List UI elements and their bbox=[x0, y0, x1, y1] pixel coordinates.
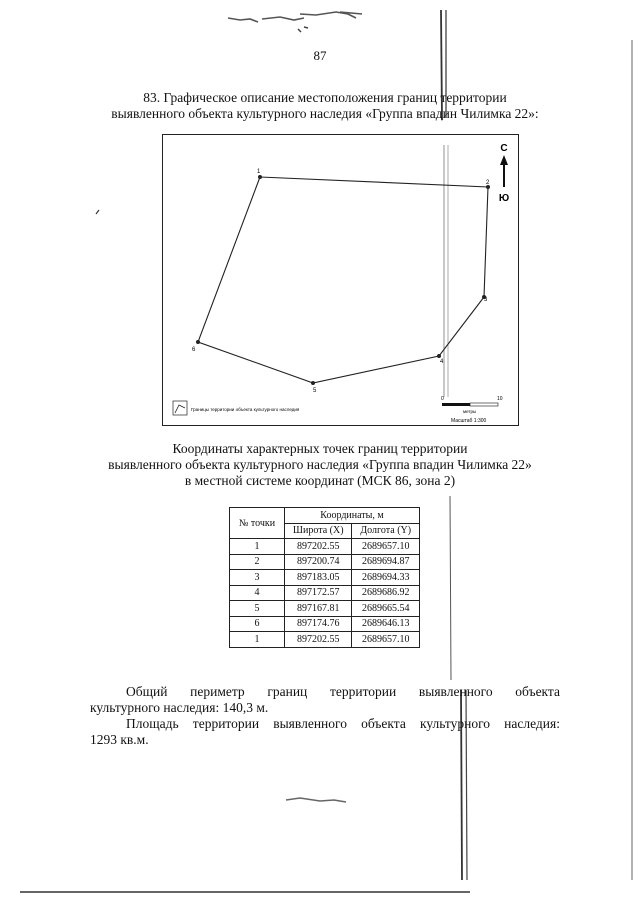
perimeter-line-1: Общий периметр границ территории выявленного объекта bbox=[126, 684, 560, 699]
page-number: 87 bbox=[313, 48, 327, 63]
cell-y: 2689657.10 bbox=[352, 539, 420, 555]
cell-point: 5 bbox=[230, 601, 285, 617]
caption-line-3: в местной системе координат (МСК 86, зона 2) bbox=[184, 473, 456, 488]
cell-point: 1 bbox=[230, 632, 285, 648]
table-row bbox=[230, 601, 420, 617]
scale-text: Масштаб 1:300 bbox=[451, 418, 487, 424]
section-heading bbox=[92, 90, 558, 122]
vertex-5 bbox=[311, 381, 315, 385]
header-coordinates: Координаты, м bbox=[285, 508, 420, 524]
cell-point: 3 bbox=[230, 570, 285, 586]
cell-x: 897172.57 bbox=[285, 585, 352, 601]
cell-point: 2 bbox=[230, 554, 285, 570]
vertex-label: 6 bbox=[192, 347, 196, 353]
cell-y: 2689694.33 bbox=[352, 570, 420, 586]
caption-line-2: выявленного объекта культурного наследия «Группа впадин Чилимка 22» bbox=[108, 457, 532, 472]
table-row bbox=[230, 616, 420, 632]
legend-text: Границы территории объекта культурного наследия bbox=[191, 407, 300, 412]
cell-x: 897202.55 bbox=[285, 539, 352, 555]
caption-line-1: Координаты характерных точек границ территории bbox=[172, 441, 468, 456]
cell-x: 897200.74 bbox=[285, 554, 352, 570]
heading-line-1: 83. Графическое описание местоположения границ территории bbox=[143, 90, 507, 105]
cell-x: 897202.55 bbox=[285, 632, 352, 648]
table-row bbox=[230, 632, 420, 648]
scale-unit: метры bbox=[463, 409, 477, 414]
boundary-polygon bbox=[198, 177, 488, 383]
cell-y: 2689694.87 bbox=[352, 554, 420, 570]
boundary-map-svg bbox=[163, 135, 520, 427]
vertex-1 bbox=[258, 175, 262, 179]
cell-point: 4 bbox=[230, 585, 285, 601]
cell-x: 897174.76 bbox=[285, 616, 352, 632]
vertex-label: 5 bbox=[313, 388, 317, 394]
cell-point: 1 bbox=[230, 539, 285, 555]
coordinates-table bbox=[229, 507, 420, 648]
cell-y: 2689665.54 bbox=[352, 601, 420, 617]
perimeter-paragraph bbox=[90, 684, 560, 716]
area-line-1: Площадь территории выявленного объекта культурного наследия: bbox=[126, 716, 560, 731]
header-point-number: № точки bbox=[230, 508, 285, 539]
cell-y: 2689646.13 bbox=[352, 616, 420, 632]
vertex-label: 3 bbox=[484, 297, 488, 303]
vertex-4 bbox=[437, 354, 441, 358]
coordinates-caption bbox=[70, 441, 570, 489]
cell-x: 897183.05 bbox=[285, 570, 352, 586]
vertex-label: 2 bbox=[486, 180, 490, 186]
table-row bbox=[230, 585, 420, 601]
scale-max: 10 bbox=[497, 396, 503, 402]
map-legend bbox=[173, 401, 300, 415]
cell-y: 2689657.10 bbox=[352, 632, 420, 648]
vertex-6 bbox=[196, 340, 200, 344]
cell-point: 6 bbox=[230, 616, 285, 632]
perimeter-line-2: культурного наследия: 140,3 м. bbox=[90, 700, 269, 715]
north-arrow-icon bbox=[499, 143, 509, 204]
south-label: Ю bbox=[498, 193, 510, 204]
vertex-label: 4 bbox=[440, 359, 444, 365]
table-row bbox=[230, 539, 420, 555]
cell-y: 2689686.92 bbox=[352, 585, 420, 601]
area-paragraph bbox=[90, 716, 560, 748]
north-label: С bbox=[500, 143, 508, 154]
vertex-label: 1 bbox=[257, 169, 261, 175]
header-longitude: Долгота (Y) bbox=[352, 523, 420, 539]
area-line-2: 1293 кв.м. bbox=[90, 732, 149, 747]
heading-line-2: выявленного объекта культурного наследия «Группа впадин Чилимка 22»: bbox=[111, 106, 539, 121]
scale-bar bbox=[441, 396, 503, 424]
boundary-map bbox=[162, 134, 519, 426]
header-latitude: Широта (X) bbox=[285, 523, 352, 539]
table-row bbox=[230, 554, 420, 570]
cell-x: 897167.81 bbox=[285, 601, 352, 617]
scale-zero: 0 bbox=[441, 396, 444, 402]
table-row bbox=[230, 570, 420, 586]
